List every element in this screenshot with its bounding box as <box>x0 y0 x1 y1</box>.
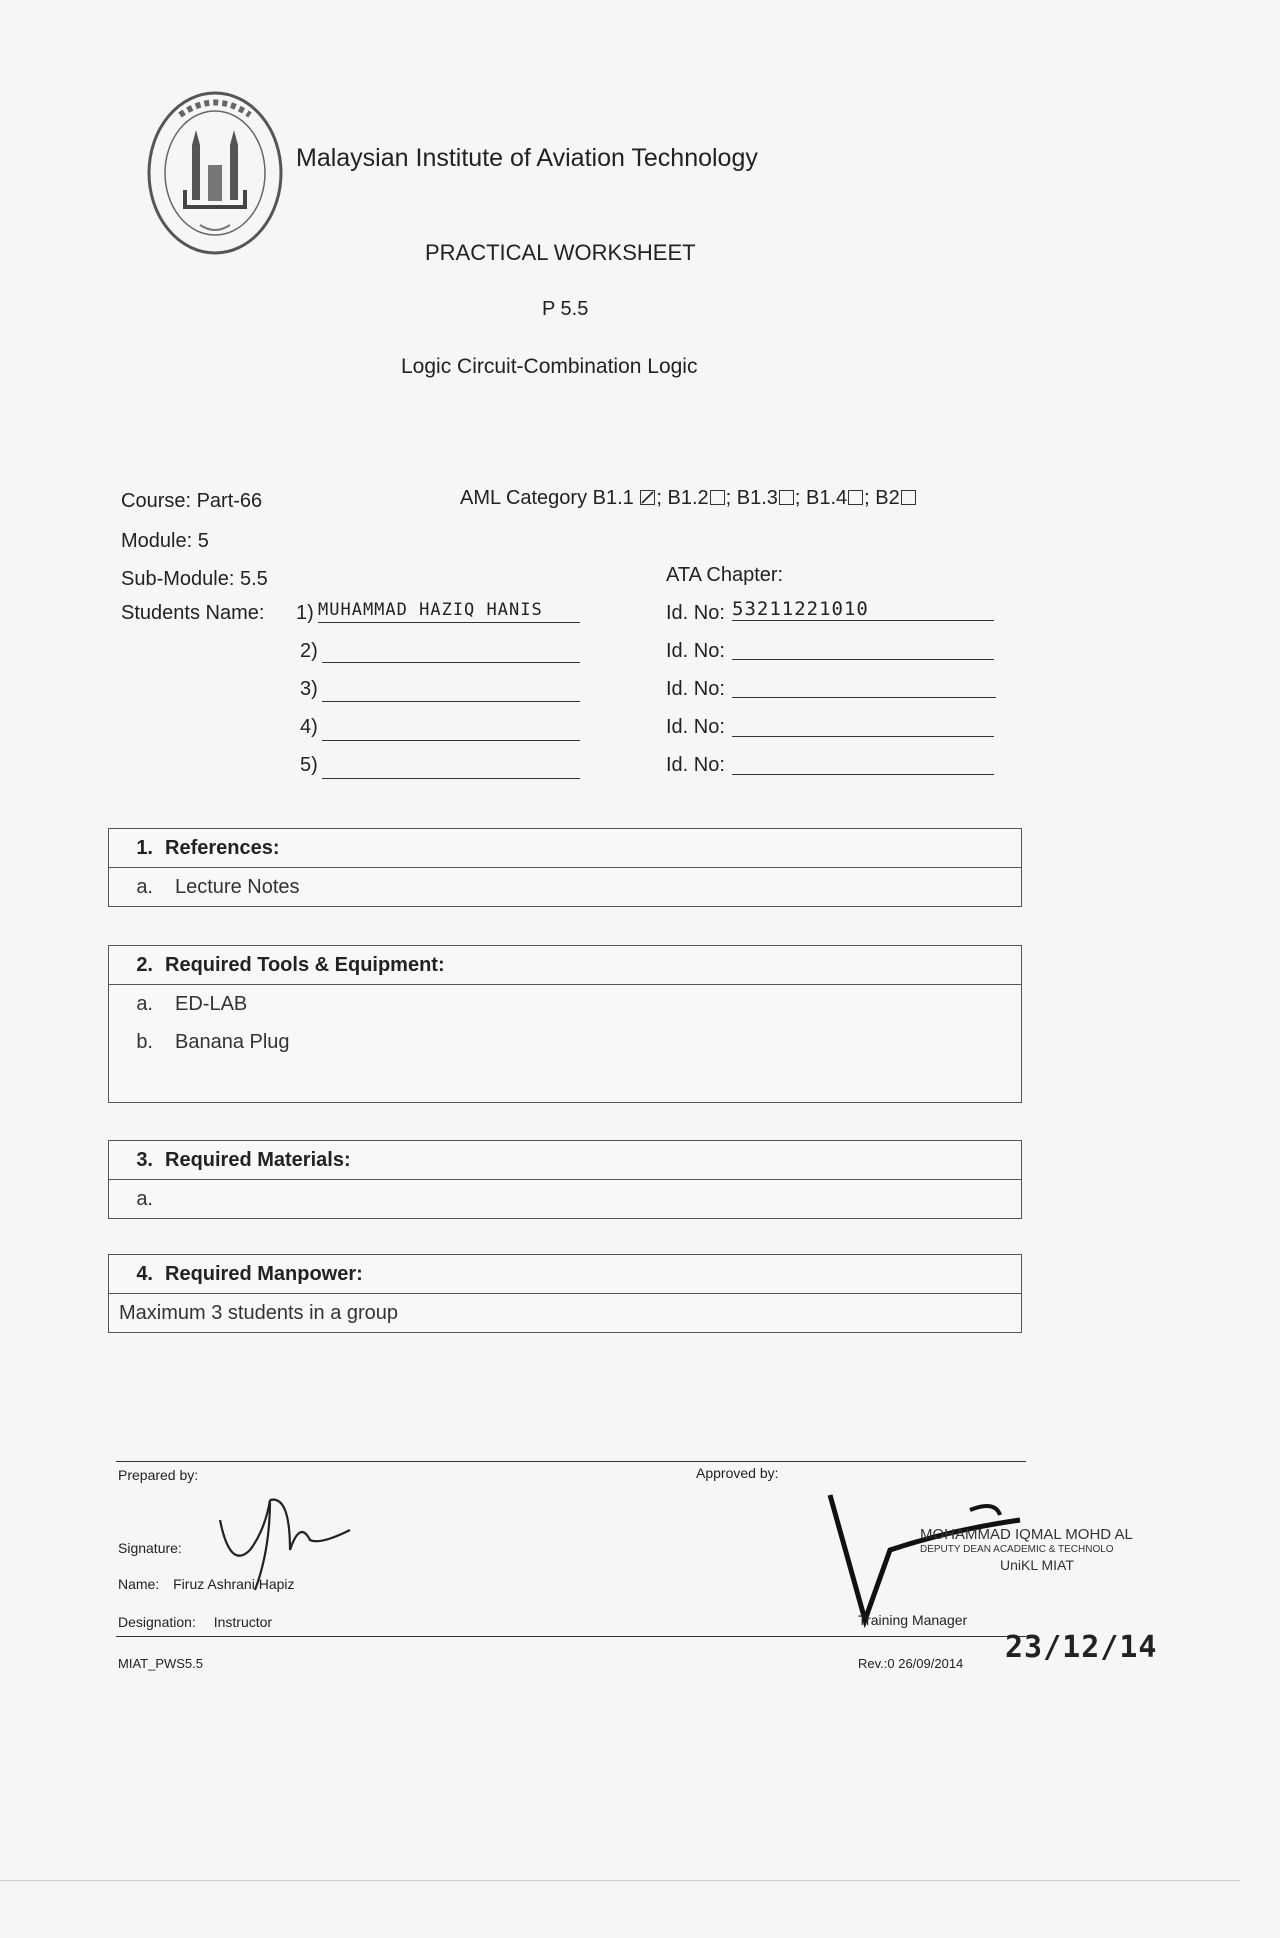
student-5-id-label: Id. No: <box>666 754 725 776</box>
aml-b2-checkbox[interactable] <box>901 490 916 505</box>
references-title: References: <box>165 836 280 859</box>
aml-category <box>460 487 917 510</box>
references-section <box>108 828 1022 907</box>
prepared-by-label: Prepared by: <box>118 1467 199 1483</box>
aml-b13-label: ; B1.3 <box>725 487 778 509</box>
module-label: Module: 5 <box>121 530 209 552</box>
aml-b14-label: ; B1.4 <box>794 487 848 509</box>
worksheet-code: P 5.5 <box>542 298 589 320</box>
student-1-name: MUHAMMAD HAZIQ HANIS <box>318 600 543 620</box>
manpower-header <box>109 1255 1021 1294</box>
designation-value: Instructor <box>213 1614 273 1630</box>
aml-b14-checkbox[interactable] <box>848 490 863 505</box>
manpower-section <box>108 1254 1022 1333</box>
university-seal <box>140 85 290 260</box>
student-4-name-field[interactable] <box>322 718 580 741</box>
list-item <box>109 868 1021 906</box>
references-header <box>109 829 1021 868</box>
worksheet-subject: Logic Circuit-Combination Logic <box>401 355 698 378</box>
name-row <box>118 1576 295 1592</box>
list-item <box>109 1023 1021 1061</box>
student-1-name-field[interactable] <box>318 600 580 623</box>
footer-bottom-line <box>116 1636 1026 1637</box>
list-item <box>109 1180 1021 1218</box>
tools-section <box>108 945 1022 1103</box>
name-label: Name: <box>118 1576 160 1592</box>
document-type: PRACTICAL WORKSHEET <box>425 240 696 265</box>
materials-number: 3. <box>136 1148 153 1171</box>
designation-row <box>118 1614 272 1630</box>
aml-b12-label: ; B1.2 <box>656 487 709 509</box>
tools-title: Required Tools & Equipment: <box>165 953 445 976</box>
materials-title: Required Materials: <box>165 1148 351 1171</box>
student-1-number: 1) <box>296 602 314 624</box>
manpower-text-row <box>109 1294 1021 1332</box>
item-letter: a. <box>136 875 153 898</box>
materials-header <box>109 1141 1021 1180</box>
aml-b12-checkbox[interactable] <box>710 490 725 505</box>
stamp-name: MOHAMMAD IQMAL MOHD AL <box>920 1526 1133 1543</box>
ata-chapter-label: ATA Chapter: <box>666 564 784 586</box>
materials-section <box>108 1140 1022 1219</box>
tools-header <box>109 946 1021 985</box>
approved-by-label: Approved by: <box>696 1465 779 1481</box>
student-3-name-field[interactable] <box>322 679 580 702</box>
student-5-id-field[interactable] <box>732 752 994 775</box>
student-5-name-field[interactable] <box>322 756 580 779</box>
student-1-id: 53211221010 <box>732 598 869 620</box>
designation-label: Designation: <box>118 1614 196 1630</box>
stamp-title: DEPUTY DEAN ACADEMIC & TECHNOLO <box>920 1544 1114 1555</box>
manpower-number: 4. <box>136 1262 153 1285</box>
students-name-label: Students Name: <box>121 602 265 624</box>
aml-b13-checkbox[interactable] <box>779 490 794 505</box>
course-label: Course: Part-66 <box>121 490 263 512</box>
student-3-id-field[interactable] <box>732 675 996 698</box>
aml-b2-label: ; B2 <box>864 487 900 509</box>
list-item <box>109 985 1021 1023</box>
name-value: Firuz Ashrani Hapiz <box>173 1576 295 1592</box>
signature-label: Signature: <box>118 1540 182 1556</box>
student-4-number: 4) <box>300 716 318 738</box>
student-4-id-label: Id. No: <box>666 716 725 738</box>
manpower-text: Maximum 3 students in a group <box>119 1301 399 1324</box>
student-2-number: 2) <box>300 640 318 662</box>
item-letter: a. <box>136 1187 153 1210</box>
approval-date: 23/12/14 <box>1005 1630 1158 1665</box>
student-1-id-label: Id. No: <box>666 602 725 624</box>
aml-b11-label: B1.1 <box>592 487 634 509</box>
student-4-id-field[interactable] <box>732 714 994 737</box>
student-2-name-field[interactable] <box>322 640 580 663</box>
student-1-id-field[interactable] <box>732 598 994 621</box>
page-edge-line <box>0 1880 1240 1881</box>
student-3-id-label: Id. No: <box>666 678 725 700</box>
aml-b11-checkbox[interactable] <box>640 490 655 505</box>
submodule-label: Sub-Module: 5.5 <box>121 568 268 590</box>
item-text: Lecture Notes <box>175 875 300 898</box>
student-2-id-field[interactable] <box>732 637 994 660</box>
aml-label: AML Category <box>460 487 588 509</box>
student-3-number: 3) <box>300 678 318 700</box>
item-text: Banana Plug <box>175 1030 290 1053</box>
student-5-number: 5) <box>300 754 318 776</box>
references-number: 1. <box>136 836 153 859</box>
document-code: MIAT_PWS5.5 <box>118 1656 204 1671</box>
item-letter: b. <box>136 1030 153 1053</box>
footer-top-line <box>116 1461 1026 1462</box>
official-stamp <box>920 1526 1180 1573</box>
item-letter: a. <box>136 992 153 1015</box>
student-2-id-label: Id. No: <box>666 640 725 662</box>
revision-info: Rev.:0 26/09/2014 <box>858 1656 964 1671</box>
training-manager-label: Training Manager <box>858 1612 968 1628</box>
tools-number: 2. <box>136 953 153 976</box>
manpower-title: Required Manpower: <box>165 1262 363 1285</box>
institute-name: Malaysian Institute of Aviation Technology <box>296 144 758 172</box>
item-text: ED-LAB <box>175 992 248 1015</box>
stamp-org: UniKL MIAT <box>1000 1557 1074 1573</box>
